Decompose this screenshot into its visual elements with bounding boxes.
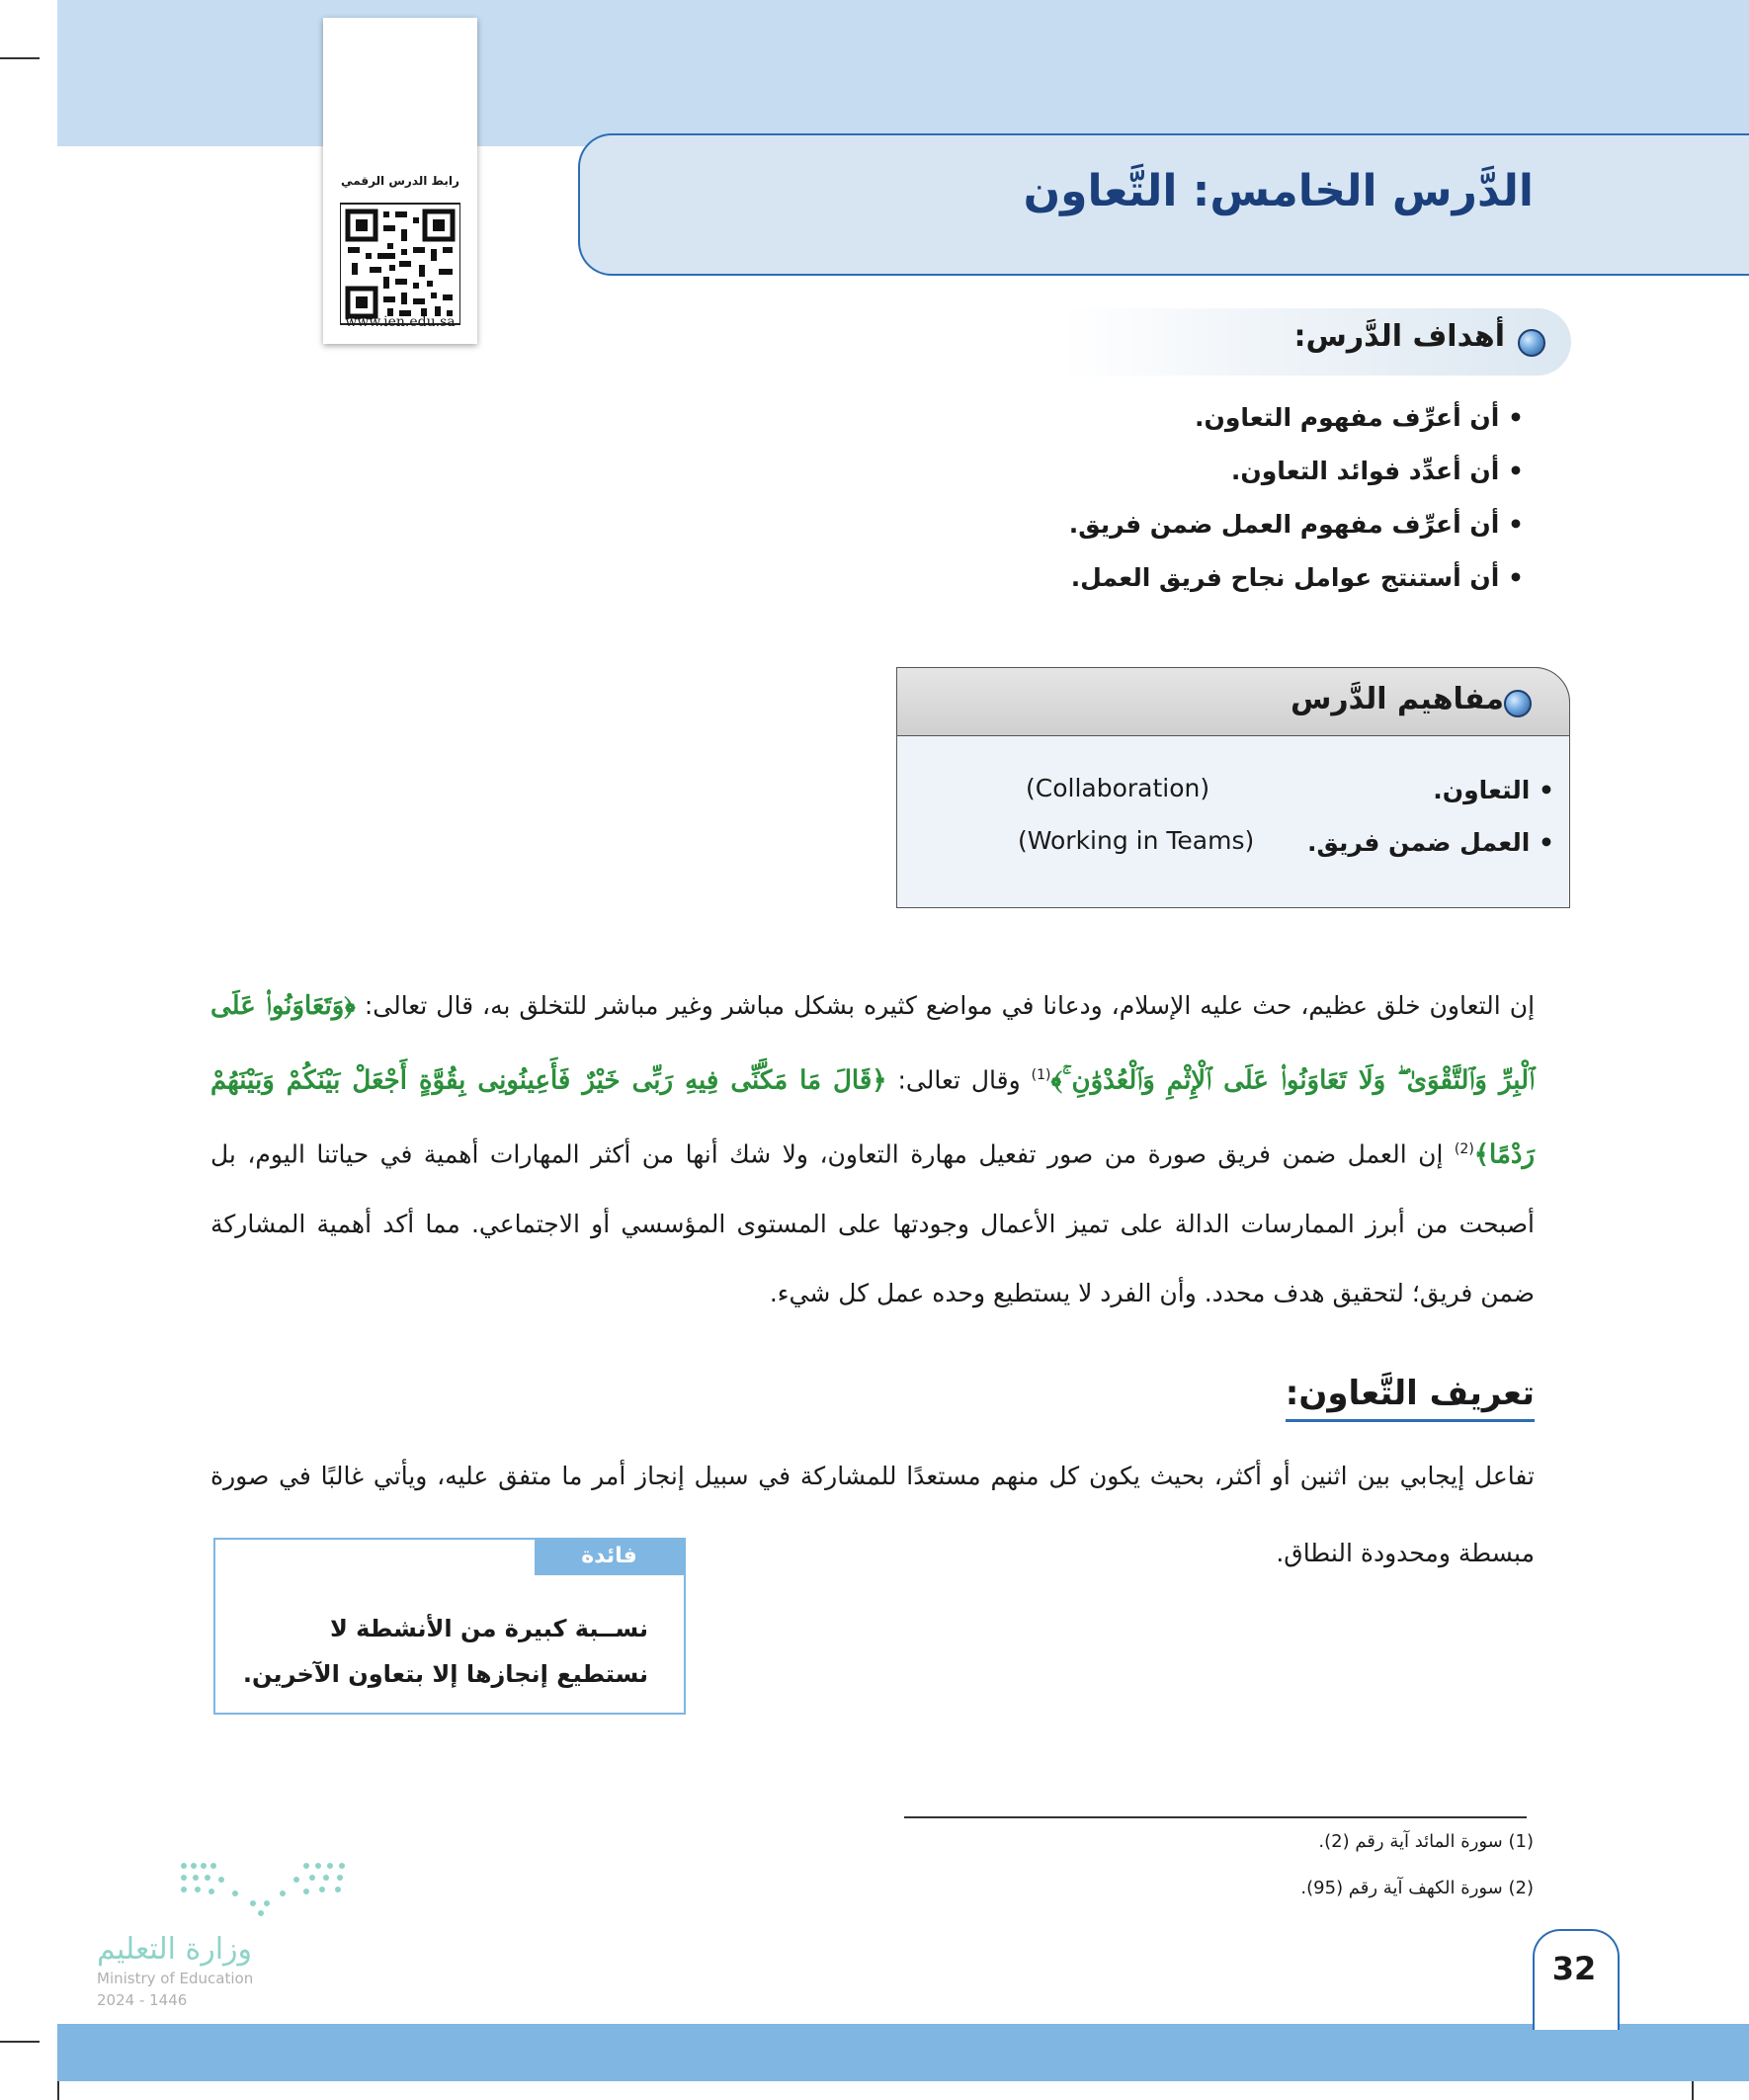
concept-en: (Collaboration) [1026, 774, 1210, 802]
academic-year: 2024 - 1446 [97, 1991, 188, 2009]
list-item: • أن أستنتج عوامل نجاح فريق العمل. [1070, 563, 1524, 592]
list-item: • أن أعرِّف مفهوم التعاون. [1195, 403, 1524, 432]
footnote-ref: (2) [1454, 1141, 1474, 1158]
crop-mark [0, 2041, 40, 2043]
qr-card[interactable] [323, 18, 477, 344]
footnote-ref: (1) [1031, 1067, 1051, 1083]
footnote: (1) سورة المائد آية رقم (2). [1318, 1831, 1534, 1852]
footnote: (2) سورة الكهف آية رقم (95). [1300, 1878, 1534, 1898]
blue-ball-icon [1518, 329, 1545, 357]
blue-ball-icon [1504, 690, 1532, 717]
tip-text: نســبة كبيرة من الأنشطة لا نستطيع إنجازها إلا بتعاون الآخرين. [242, 1615, 648, 1688]
objectives-list [634, 403, 1524, 617]
header-band [57, 0, 1749, 146]
qr-url[interactable]: www.ien.edu.sa [345, 314, 456, 330]
quran-verse: ﴿وَتَعَاوَنُوا۟ عَلَى ٱلْبِرِّ وَٱلتَّقْوَىٰ ۖ وَلَا تَعَاوَنُوا۟ عَلَى ٱلْإِثْمِ وَٱلْعُدْوَٰنِ ۚ﴾ [210, 991, 1536, 1096]
concept-en: (Working in Teams) [1018, 826, 1255, 855]
quran-verse: ﴿قَالَ مَا مَكَّنِّى فِيهِ رَبِّى خَيْرٌ فَأَعِينُونِى بِقُوَّةٍ أَجْعَلْ بَيْنَكُمْ وَبَيْنَهُمْ رَدْمًا﴾ [210, 1065, 1535, 1170]
footer-band [57, 2024, 1749, 2081]
list-item: • أن أعدِّد فوائد التعاون. [1230, 457, 1524, 485]
intro-paragraph: إن التعاون خلق عظيم، حث عليه الإسلام، ودعانا في مواضع كثيره بشكل مباشر وغير مباشر للتخلق به، قال تعالى: ﴿وَتَعَاوَنُوا۟ عَلَى ٱلْبِرِّ وَٱلتَّقْوَىٰ ۖ وَلَا تَعَاوَنُوا۟ عَلَى ٱلْإِثْمِ وَٱلْعُدْوَٰنِ ۚ﴾$^{(1)}$ وقال تعالى: ﴿قَالَ مَا مَكَّنِّى فِيهِ رَبِّى خَيْرٌ فَأَعِينُونِى بِقُوَّةٍ أَجْعَلْ بَيْنَكُمْ وَبَيْنَهُمْ رَدْمًا﴾$^{(2)}$ إن العمل ضمن فريق صورة من صور تفعيل مهارة التعاون، ولا شك أنها من أكثر المهارات أهمية في حياتنا اليوم، بل أصبحت من أبرز الممارسات الدالة على تميز الأعمال وجودتها على المستوى المؤسسي أو الاجتماعي. مما أكد أهمية المشاركة ضمن فريق؛ لتحقيق هدف محدد. وأن الفرد لا يستطيع وحده عمل كل شيء. [210, 991, 1536, 1307]
page-number: 32 [1551, 1950, 1597, 1987]
tip-label: فائدة [535, 1538, 684, 1575]
ministry-name-ar: وزارة التعليم [97, 1932, 253, 1967]
qr-label: رابط الدرس الرقمي [341, 174, 459, 188]
concepts-title: مفاهيم الدَّرس [1291, 682, 1504, 716]
ministry-name-en: Ministry of Education [97, 1970, 254, 1987]
definition-text: تفاعل إيجابي بين اثنين أو أكثر، بحيث يكون كل منهم مستعدًا للمشاركة في سبيل إنجاز أمر ما متفق عليه، ويأتي غالبًا في صورة مبسطة ومحدودة النطاق. [210, 1462, 1535, 1567]
ministry-logo-icon [178, 1860, 356, 1917]
concept-ar: • التعاون. [1433, 776, 1554, 804]
list-item: • أن أعرِّف مفهوم العمل ضمن فريق. [1068, 510, 1524, 539]
crop-mark [0, 57, 40, 59]
footnote-divider [904, 1816, 1527, 1818]
page-title: الدَّرس الخامس: التَّعاون [1023, 166, 1534, 216]
section-heading: تعريف التَّعاون: [1286, 1374, 1535, 1422]
objectives-title: أهداف الدَّرس: [1293, 319, 1505, 354]
concept-ar: • العمل ضمن فريق. [1307, 828, 1554, 857]
